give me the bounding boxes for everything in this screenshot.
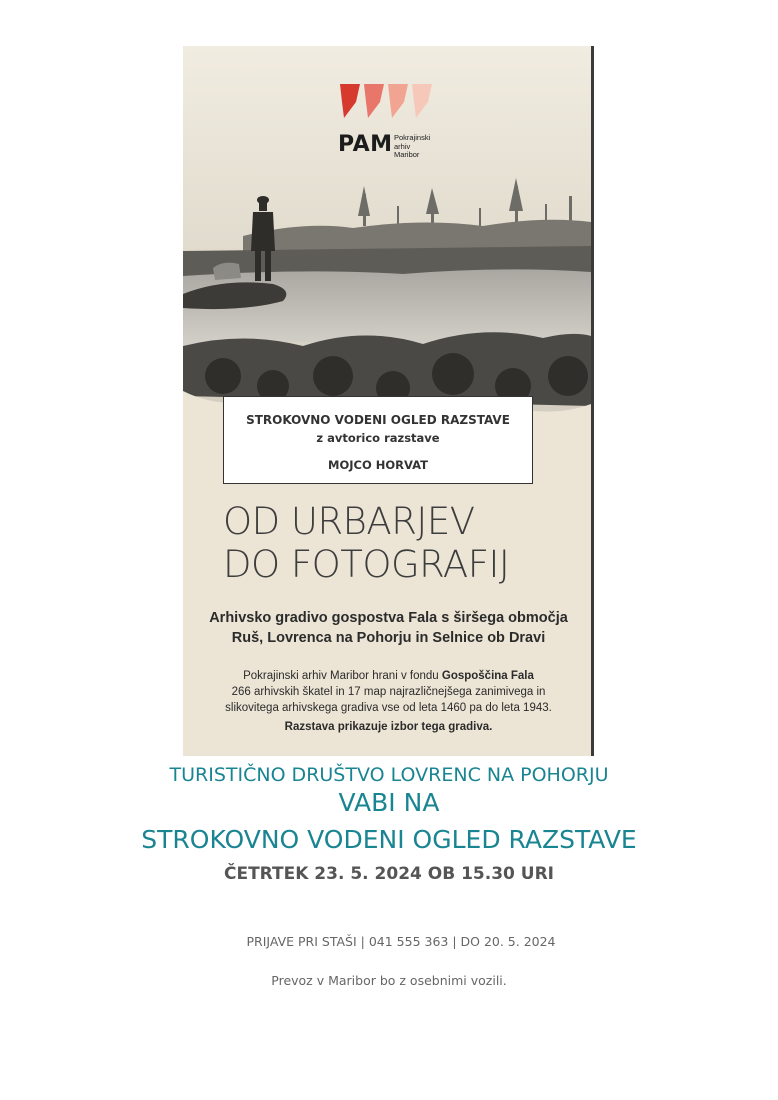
poster-title-line: OD URBARJEV xyxy=(223,500,475,543)
logo-acronym: PAM xyxy=(338,132,393,157)
logo-name-line: Pokrajinski xyxy=(394,133,431,142)
poster-title xyxy=(223,500,583,586)
event-date: ČETRTEK 23. 5. 2024 OB 15.30 URI xyxy=(223,864,555,884)
pam-logo xyxy=(336,82,436,162)
transport-info: Prevoz v Maribor bo z osebnimi vozili. xyxy=(271,973,507,988)
logo-flag-2 xyxy=(364,84,384,118)
exhibition-poster xyxy=(183,46,594,756)
logo-flags-icon xyxy=(336,82,436,122)
logo-flag-4 xyxy=(412,84,432,118)
fond-name: Gospoščina Fala xyxy=(441,670,534,682)
poster-title-line: DO FOTOGRAFIJ xyxy=(223,543,510,586)
poster-subtitle-line: Ruš, Lovrenca na Pohorju in Selnice ob Dravi xyxy=(231,630,546,646)
poster-desc-line: 266 arhivskih škatel in 17 map najrazličnejšega zanimivega in xyxy=(231,686,546,698)
callout-heading: STROKOVNO VODENI OGLED RAZSTAVE xyxy=(246,413,510,427)
registration-info: PRIJAVE PRI STAŠI | 041 555 363 | DO 20. 5. 2024 xyxy=(246,934,556,949)
poster-desc-line xyxy=(183,668,594,684)
invites-label: VABI NA xyxy=(338,788,440,817)
logo-name xyxy=(394,134,430,160)
poster-edge xyxy=(591,46,594,756)
logo-name-line: arhiv xyxy=(394,141,411,151)
organizer: TURISTIČNO DRUŠTVO LOVRENC NA POHORJU xyxy=(169,764,609,786)
logo-flag-3 xyxy=(388,84,408,118)
event-name: STROKOVNO VODENI OGLED RAZSTAVE xyxy=(141,825,637,854)
guided-tour-callout xyxy=(223,396,533,484)
callout-author: MOJCO HORVAT xyxy=(328,458,428,472)
poster-subtitle xyxy=(183,608,594,648)
poster-subtitle-line: Arhivsko gradivo gospostva Fala s širšega območja xyxy=(209,610,568,626)
poster-description xyxy=(183,668,594,716)
desc-text: Pokrajinski arhiv Maribor hrani v fondu xyxy=(243,670,442,682)
callout-subheading: z avtorico razstave xyxy=(316,431,440,445)
poster-desc-line: slikovitega arhivskega gradiva vse od leta 1460 pa do leta 1943. xyxy=(225,702,552,714)
poster-note: Razstava prikazuje izbor tega gradiva. xyxy=(284,721,493,733)
logo-name-line: Maribor xyxy=(394,150,420,159)
logo-flag-1 xyxy=(340,84,360,118)
